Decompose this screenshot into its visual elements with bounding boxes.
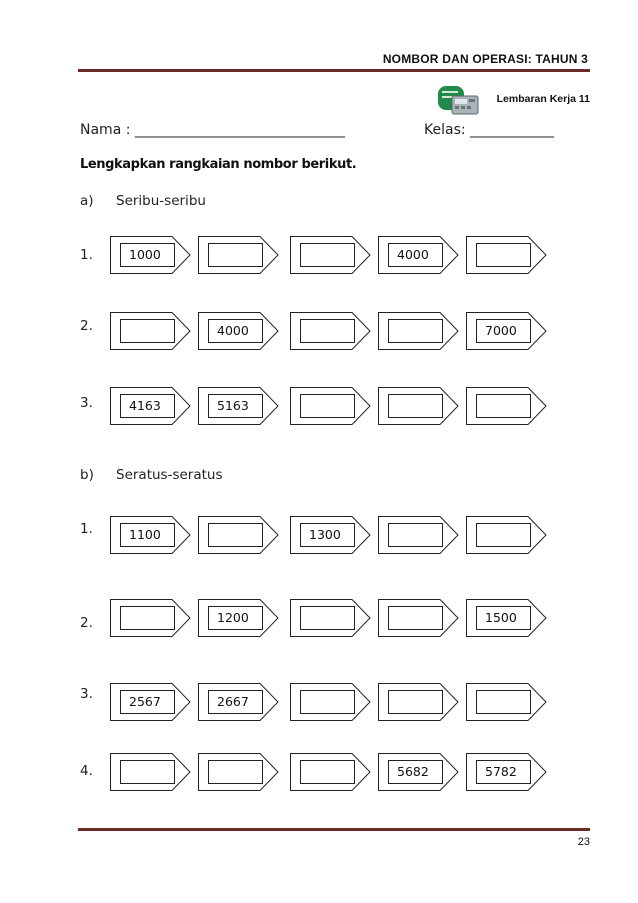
- answer-blank[interactable]: [476, 523, 531, 547]
- number-value: 7000: [476, 319, 531, 343]
- page-number: 23: [577, 836, 590, 848]
- row-number: 3.: [80, 686, 93, 702]
- number-value: 2667: [208, 690, 263, 714]
- answer-blank[interactable]: [388, 690, 443, 714]
- answer-blank[interactable]: [300, 760, 355, 784]
- header-rule: [78, 69, 590, 72]
- section-a-title: Seribu-seribu: [116, 193, 206, 209]
- number-value: 1300: [300, 523, 355, 547]
- sequence-arrow-box: [378, 753, 458, 791]
- answer-blank[interactable]: [476, 690, 531, 714]
- sequence-arrow-box: [290, 312, 370, 350]
- sequence-arrow-box: [290, 753, 370, 791]
- number-value: 5682: [388, 760, 443, 784]
- sequence-arrow-box: [198, 516, 278, 554]
- row-number: 1.: [80, 247, 93, 263]
- sequence-arrow-box: [466, 516, 546, 554]
- sequence-arrow-box: [110, 236, 190, 274]
- answer-blank[interactable]: [300, 606, 355, 630]
- sequence-arrow-box: [290, 236, 370, 274]
- sequence-arrow-box: [110, 683, 190, 721]
- sequence-arrow-box: [378, 236, 458, 274]
- sequence-arrow-box: [466, 753, 546, 791]
- sequence-arrow-box: [466, 312, 546, 350]
- footer-rule: [78, 828, 590, 831]
- name-field: Nama : ______________________________: [80, 122, 345, 138]
- sequence-arrow-box: [378, 516, 458, 554]
- section-b-title: Seratus-seratus: [116, 467, 223, 483]
- class-field: Kelas: ____________: [424, 122, 555, 138]
- section-a-letter: a): [80, 193, 94, 209]
- answer-blank[interactable]: [300, 690, 355, 714]
- number-value: 2567: [120, 690, 175, 714]
- row-number: 2.: [80, 318, 93, 334]
- answer-blank[interactable]: [300, 319, 355, 343]
- number-value: 1200: [208, 606, 263, 630]
- worksheet-label: Lembaran Kerja 11: [496, 93, 590, 105]
- answer-blank[interactable]: [476, 394, 531, 418]
- sequence-arrow-box: [198, 236, 278, 274]
- sequence-arrow-box: [466, 683, 546, 721]
- sequence-arrow-box: [110, 599, 190, 637]
- sequence-arrow-box: [290, 599, 370, 637]
- sequence-arrow-box: [466, 236, 546, 274]
- section-b-letter: b): [80, 467, 94, 483]
- answer-blank[interactable]: [388, 523, 443, 547]
- sequence-arrow-box: [110, 753, 190, 791]
- sequence-arrow-box: [466, 599, 546, 637]
- number-value: 4000: [388, 243, 443, 267]
- number-value: 1500: [476, 606, 531, 630]
- number-value: 5782: [476, 760, 531, 784]
- sequence-arrow-box: [290, 516, 370, 554]
- sequence-arrow-box: [378, 312, 458, 350]
- row-number: 3.: [80, 395, 93, 411]
- document-title: NOMBOR DAN OPERASI: TAHUN 3: [382, 52, 588, 66]
- sequence-arrow-box: [110, 312, 190, 350]
- row-number: 1.: [80, 521, 93, 537]
- answer-blank[interactable]: [120, 606, 175, 630]
- number-value: 4163: [120, 394, 175, 418]
- sequence-arrow-box: [110, 387, 190, 425]
- number-value: 5163: [208, 394, 263, 418]
- answer-blank[interactable]: [300, 243, 355, 267]
- answer-blank[interactable]: [388, 319, 443, 343]
- sequence-arrow-box: [198, 683, 278, 721]
- sequence-arrow-box: [198, 753, 278, 791]
- instruction-text: Lengkapkan rangkaian nombor berikut.: [80, 157, 357, 172]
- number-value: 4000: [208, 319, 263, 343]
- row-number: 4.: [80, 763, 93, 779]
- sequence-arrow-box: [378, 599, 458, 637]
- answer-blank[interactable]: [120, 760, 175, 784]
- answer-blank[interactable]: [300, 394, 355, 418]
- sequence-arrow-box: [198, 599, 278, 637]
- row-number: 2.: [80, 615, 93, 631]
- sequence-arrow-box: [290, 387, 370, 425]
- sequence-arrow-box: [198, 312, 278, 350]
- sequence-arrow-box: [198, 387, 278, 425]
- answer-blank[interactable]: [208, 243, 263, 267]
- answer-blank[interactable]: [208, 760, 263, 784]
- sequence-arrow-box: [110, 516, 190, 554]
- sequence-arrow-box: [378, 387, 458, 425]
- sequence-arrow-box: [290, 683, 370, 721]
- sequence-arrow-box: [466, 387, 546, 425]
- answer-blank[interactable]: [388, 606, 443, 630]
- number-value: 1100: [120, 523, 175, 547]
- number-value: 1000: [120, 243, 175, 267]
- answer-blank[interactable]: [388, 394, 443, 418]
- answer-blank[interactable]: [208, 523, 263, 547]
- sequence-arrow-box: [378, 683, 458, 721]
- answer-blank[interactable]: [476, 243, 531, 267]
- answer-blank[interactable]: [120, 319, 175, 343]
